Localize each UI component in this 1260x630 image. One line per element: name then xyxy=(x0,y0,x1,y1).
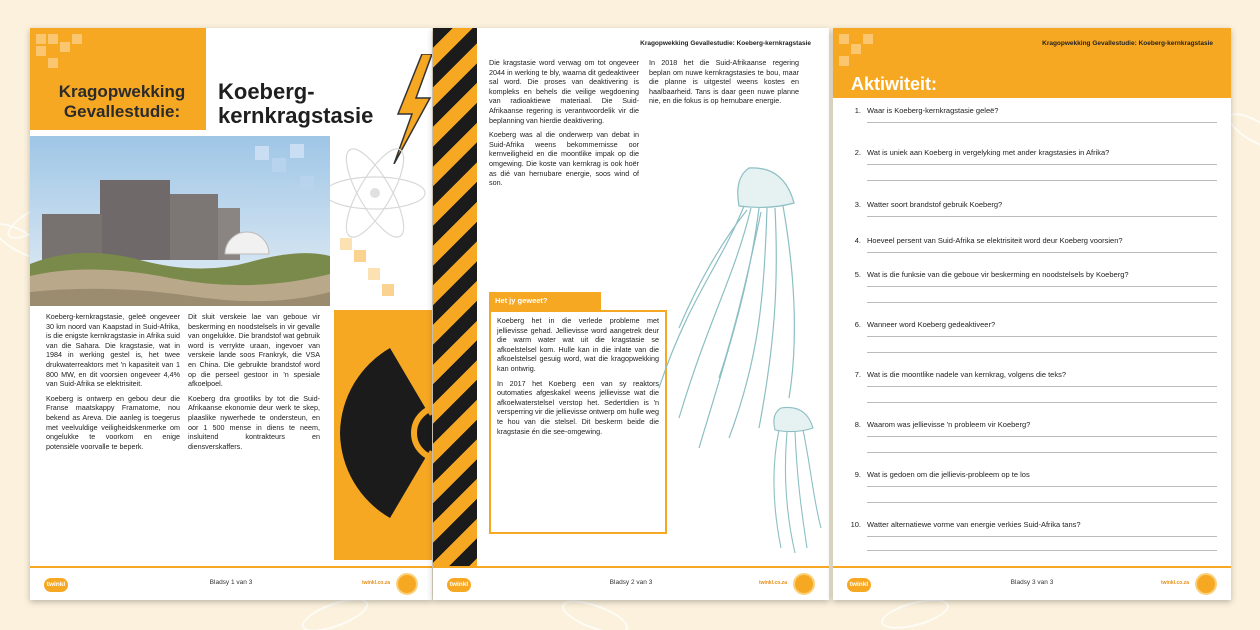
page-number: Bladsy 2 van 3 xyxy=(609,579,653,586)
paragraph: Koeberg het in die verlede probleme met jellievisse gehad. Jellievisse word aangetrek deur die warm water wat uit die kragstasie se afkoelstelsel kom. Hulle kan in die inlate van die afkoelstelsel gesuig word, wat die kragopwekking kan ontwrig. xyxy=(497,316,659,373)
question-item xyxy=(847,420,1217,470)
answer-line[interactable] xyxy=(867,122,1217,123)
question-item xyxy=(847,200,1217,236)
answer-line[interactable] xyxy=(867,302,1217,303)
worksheet-page-2 xyxy=(433,28,829,600)
answer-line[interactable] xyxy=(867,386,1217,387)
page-footer xyxy=(30,566,432,600)
question-text: Wat is die funksie van die geboue vir beskerming en noodstelsels by Koeberg? xyxy=(867,270,1129,279)
site-url: twinkl.co.za xyxy=(758,580,787,586)
question-item xyxy=(847,106,1217,148)
twinkl-logo: twinkl xyxy=(847,578,871,592)
question-item xyxy=(847,236,1217,270)
twinkl-logo: twinkl xyxy=(44,578,68,592)
question-number: 7. xyxy=(854,370,861,379)
paragraph: Koeberg is ontwerp en gebou deur die Franse maatskappy Framatome, nou bekend as Areva. Die aanleg is toegerus met veelvuldige veiligheidskenmerke om ongelukke te voorkom en enige potensiële voorvalle te beperk. xyxy=(46,393,180,451)
page-number: Bladsy 3 van 3 xyxy=(1010,579,1054,586)
page-footer xyxy=(833,566,1231,600)
answer-line[interactable] xyxy=(867,286,1217,287)
question-text: Watter soort brandstof gebruik Koeberg? xyxy=(867,200,1003,209)
paragraph: Dit sluit verskeie lae van geboue vir beskerming en noodstelsels in vir gevalle van ongelukke. Die brandstof wat gebruik word is verrykte uraan, ingevoer van verskeie lande soos Frankryk, die VSA en China. Die gebruikte brandstof word op die perseel gestoor in 'n spesiale afkoelpoel. xyxy=(188,312,320,389)
answer-line[interactable] xyxy=(867,502,1217,503)
paragraph: In 2018 het die Suid-Afrikaanse regering beplan om nuwe kernkragstasies te bou, maar die planne is uitgestel weens kostes en haalbaarheid. Tans is daar geen nuwe planne nie, en die fokus is op hernubare energie. xyxy=(649,58,799,106)
page-number: Bladsy 1 van 3 xyxy=(209,579,253,586)
answer-line[interactable] xyxy=(867,252,1217,253)
page-header: Kragopwekking Gevallestudie: Koeberg-kernkragstasie xyxy=(1042,40,1213,47)
heading-left: Kragopwekking Gevallestudie: xyxy=(58,82,186,121)
answer-line[interactable] xyxy=(867,452,1217,453)
question-item xyxy=(847,148,1217,200)
answer-line[interactable] xyxy=(867,486,1217,487)
question-item xyxy=(847,470,1217,520)
question-number: 9. xyxy=(854,470,861,479)
question-text: Waarom was jellievisse 'n probleem vir Koeberg? xyxy=(867,420,1031,429)
paragraph: Koeberg dra grootliks by tot die Suid-Afrikaanse ekonomie deur werk te skep, plaaslike nywerhede te ondersteun, en oor 1 500 mense in diens te neem, insluitend kontrakteurs en diensverskaffers. xyxy=(188,393,320,451)
twinkl-logo: twinkl xyxy=(447,578,471,592)
answer-line[interactable] xyxy=(867,336,1217,337)
worksheet-page-3 xyxy=(833,28,1231,600)
question-number: 6. xyxy=(854,320,861,329)
question-text: Watter alternatiewe vorme van energie verkies Suid-Afrika tans? xyxy=(867,520,1081,529)
heading-right: Koeberg-kernkragstasie xyxy=(218,79,374,128)
did-you-know-title: Het jy geweet? xyxy=(489,292,601,310)
question-text: Wanneer word Koeberg gedeaktiveer? xyxy=(867,320,996,329)
question-number: 4. xyxy=(854,236,861,245)
question-item xyxy=(847,370,1217,420)
page-footer xyxy=(433,566,829,600)
question-text: Hoeveel persent van Suid-Afrika se elektrisiteit word deur Koeberg voorsien? xyxy=(867,236,1123,245)
answer-line[interactable] xyxy=(867,180,1217,181)
answer-line[interactable] xyxy=(867,352,1217,353)
page1-column-2 xyxy=(188,312,320,456)
hazard-stripe xyxy=(433,28,477,566)
did-you-know-box xyxy=(489,310,667,534)
answer-line[interactable] xyxy=(867,402,1217,403)
page2-column-2 xyxy=(649,58,799,111)
koeberg-power-station-photo xyxy=(30,136,330,306)
page-header: Kragopwekking Gevallestudie: Koeberg-kernkragstasie xyxy=(640,40,811,47)
question-text: Wat is gedoen om die jellievis-probleem op te los xyxy=(867,470,1030,479)
question-text: Wat is die moontlike nadele van kernkrag, volgens die teks? xyxy=(867,370,1066,379)
question-item xyxy=(847,520,1217,564)
question-number: 1. xyxy=(854,106,861,115)
award-badge-icon xyxy=(793,573,815,595)
page2-column-1 xyxy=(489,58,639,193)
answer-line[interactable] xyxy=(867,550,1217,551)
question-number: 10. xyxy=(850,520,861,529)
question-list xyxy=(847,106,1217,564)
answer-line[interactable] xyxy=(867,164,1217,165)
site-url: twinkl.co.za xyxy=(361,580,390,586)
worksheet-page-1 xyxy=(30,28,432,600)
paragraph: Koeberg was al die onderwerp van debat in Suid-Afrika weens bekommernisse oor kernveiligheid en die moontlike impak op die omgewing. Die koste van kernkrag is ook hoër as dié van hernubare energie, soos wind of son. xyxy=(489,130,639,188)
answer-line[interactable] xyxy=(867,216,1217,217)
atom-icon xyxy=(320,138,430,248)
question-number: 2. xyxy=(854,148,861,157)
activity-title: Aktiwiteit: xyxy=(851,74,938,94)
question-number: 3. xyxy=(854,200,861,209)
paragraph: Koeberg-kernkragstasie, geleë ongeveer 30 km noord van Kaapstad in Suid-Afrika, is die enigste kernkragstasie in Afrika suid van die Sahara. Die kragstasie, wat in 1984 in werking gestel is, het twee drukwaterreaktors met 'n kapasiteit van 1 800 MW, en dit voorsien ongeveer 4,4% van Suid-Afrika se elektrisiteit. xyxy=(46,312,180,389)
question-number: 8. xyxy=(854,420,861,429)
page1-column-1 xyxy=(46,312,180,456)
paragraph: Die kragstasie word verwag om tot ongeveer 2044 in werking te bly, waarna dit gedeaktiveer sal word. Die proses van deaktivering is kompleks en behels die veilige wegdoening van radioaktiewe materiaal. Die Suid-Afrikaanse regering is verantwoordelik vir die beplanning van hierdie deaktivering. xyxy=(489,58,639,125)
answer-line[interactable] xyxy=(867,536,1217,537)
award-badge-icon xyxy=(1195,573,1217,595)
question-number: 5. xyxy=(854,270,861,279)
paragraph: In 2017 het Koeberg een van sy reaktors outomaties afgeskakel weens jellievisse wat die afkoelwaterstelsel verstop het. Sedertdien is 'n versperring vir die jellievisse ontwerp om hulle weg te hou van die stelsel. Dit beskerm beide die kragstasie én die see-omgewing. xyxy=(497,378,659,436)
site-url: twinkl.co.za xyxy=(1160,580,1189,586)
question-item xyxy=(847,320,1217,370)
question-text: Waar is Koeberg-kernkragstasie geleë? xyxy=(867,106,999,115)
answer-line[interactable] xyxy=(867,436,1217,437)
jellyfish-illustration-small xyxy=(751,398,829,558)
question-text: Wat is uniek aan Koeberg in vergelyking met ander kragstasies in Afrika? xyxy=(867,148,1110,157)
question-item xyxy=(847,270,1217,320)
award-badge-icon xyxy=(396,573,418,595)
radiation-symbol-icon xyxy=(330,328,432,538)
